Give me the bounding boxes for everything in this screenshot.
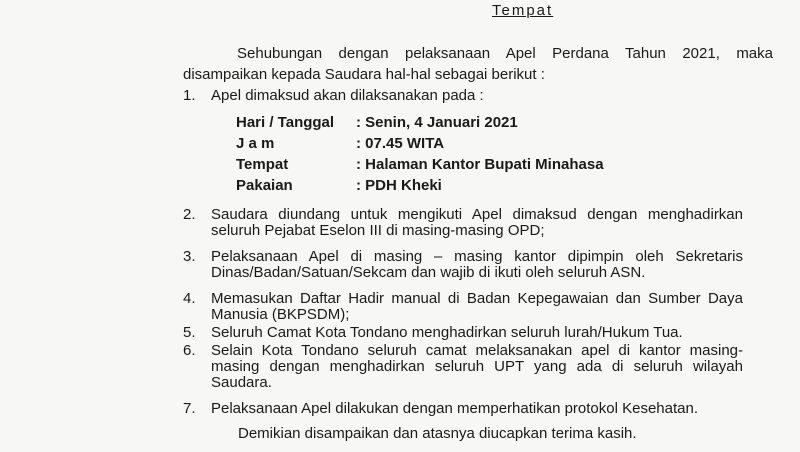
list-item [183,88,743,104]
detail-value: : 07.45 WITA [356,135,445,152]
item-text: Pelaksanaan Apel di masing – masing kantor dipimpin oleh Sekretaris Dinas/Badan/Satuan/Sekcam dan wajib di ikuti oleh seluruh ASN. [211,248,743,281]
item-text: Apel dimaksud akan dilaksanakan pada : [211,87,484,104]
item-number: 6. [183,342,196,359]
item-text: Seluruh Camat Kota Tondano menghadirkan seluruh lurah/Hukum Tua. [211,324,683,341]
list-item [183,401,743,417]
intro-paragraph: Sehubungan dengan pelaksanaan Apel Perdana Tahun 2021, maka disampaikan kepada Saudara hal-hal sebagai berikut : [183,45,773,83]
item-text: Selain Kota Tondano seluruh camat melaksanakan apel di kantor masing-masing dengan menghadirkan seluruh UPT yang ada di seluruh wilayah Saudara. [211,342,743,391]
item-number: 5. [183,324,196,341]
detail-label: Hari / Tanggal [236,114,335,131]
detail-label: J a m [236,135,275,152]
item-number: 4. [183,290,196,307]
detail-value: : Senin, 4 Januari 2021 [356,114,518,131]
item-number: 7. [183,400,196,417]
section-heading: Tempat [492,2,554,19]
detail-label: Tempat [236,156,289,173]
list-item [183,291,743,323]
list-item [183,343,743,391]
list-item [183,249,743,281]
item-text: Pelaksanaan Apel dilakukan dengan memperhatikan protokol Kesehatan. [211,400,699,417]
item-text: Saudara diundang untuk mengikuti Apel dimaksud dengan menghadirkan seluruh Pejabat Eselon III di masing-masing OPD; [211,206,743,239]
item-number: 3. [183,248,196,265]
item-number: 2. [183,206,196,223]
item-text: Memasukan Daftar Hadir manual di Badan Kepegawaian dan Sumber Daya Manusia (BKPSDM); [211,290,743,323]
detail-value: : PDH Kheki [356,177,442,194]
list-item [183,207,743,239]
list-item [183,325,743,341]
item-number: 1. [183,87,196,104]
detail-label: Pakaian [236,177,293,194]
detail-value: : Halaman Kantor Bupati Minahasa [356,156,604,173]
closing-sentence: Demikian disampaikan dan atasnya diucapkan terima kasih. [238,425,637,442]
